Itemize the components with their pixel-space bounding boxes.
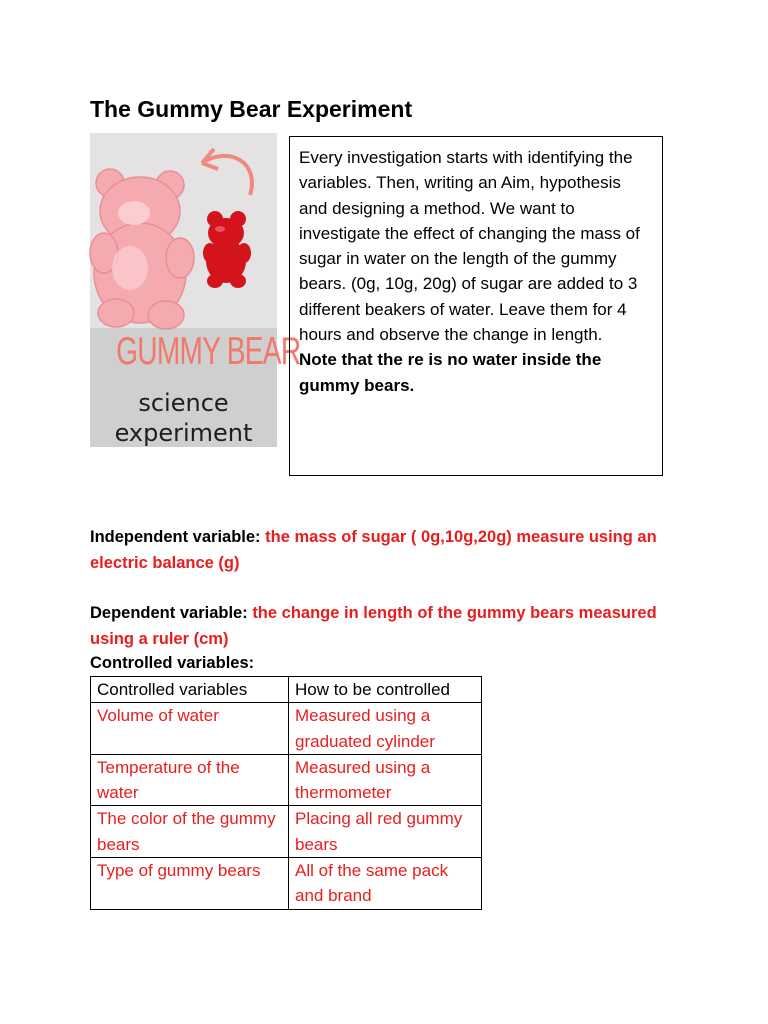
table-cell-variable: The color of the gummy bears (91, 806, 289, 858)
table-row (91, 806, 482, 858)
dependent-variable-value: the change in length of the gummy bears measured using a ruler (cm) (90, 604, 657, 648)
dependent-variable-label: Dependent variable: (90, 604, 248, 622)
image-subtitle-line1: science (138, 389, 229, 417)
independent-variable-value: the mass of sugar ( 0g,10g,20g) measure using an electric balance (g) (90, 528, 657, 572)
independent-variable-label: Independent variable: (90, 528, 261, 546)
page-title: The Gummy Bear Experiment (90, 96, 413, 122)
table-cell-variable: Type of gummy bears (91, 858, 289, 910)
controlled-variables-heading: Controlled variables: (90, 654, 255, 672)
intro-text-box (289, 136, 663, 476)
table-row (91, 754, 482, 806)
table-row (91, 858, 482, 910)
table-cell-method: Measured using a thermometer (289, 754, 482, 806)
intro-note: Note that the re is no water inside the gummy bears. (299, 350, 602, 395)
dependent-variable (90, 601, 680, 652)
table-cell-method: Measured using a graduated cylinder (289, 703, 482, 755)
image-subtitle-line2: experiment (114, 419, 253, 447)
table-header-cell: Controlled variables (91, 677, 289, 703)
table-row (91, 703, 482, 755)
table-header-row (91, 677, 482, 703)
table-cell-method: All of the same pack and brand (289, 858, 482, 910)
independent-variable (90, 525, 680, 576)
table-cell-method: Placing all red gummy bears (289, 806, 482, 858)
image-title-text: GUMMY BEAR (116, 330, 301, 373)
controlled-variables-table (90, 676, 482, 910)
table-header-cell: How to be controlled (289, 677, 482, 703)
table-cell-variable: Temperature of the water (91, 754, 289, 806)
intro-paragraph: Every investigation starts with identifying the variables. Then, writing an Aim, hypothesis and designing a method. We want to investigate the effect of changing the mass of sugar in water on the length of the gummy bears. (0g, 10g, 20g) of sugar are added to 3 different beakers of water. Leave them for 4 hours and observe the change in length. (299, 148, 640, 345)
gummy-bear-image (90, 133, 301, 447)
table-cell-variable: Volume of water (91, 703, 289, 755)
